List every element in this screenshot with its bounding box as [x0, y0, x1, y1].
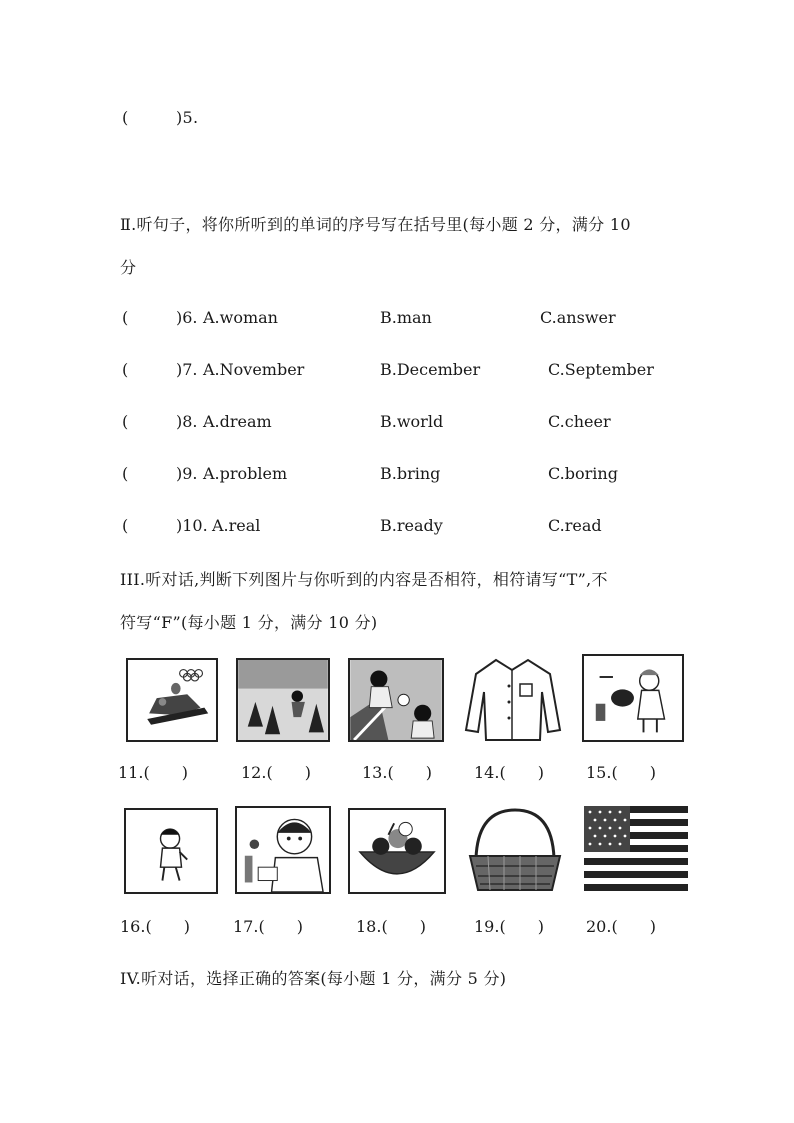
section-2-title-cont: 分: [120, 258, 137, 277]
picture-16-boy: [124, 808, 218, 894]
section-3-title-cont: 符写“F”(每小题 1 分，满分 10 分): [120, 613, 378, 632]
picture-label-20[interactable]: 20.( ): [586, 917, 656, 936]
question-number: )10.: [176, 516, 208, 535]
section-3-title: III.听对话,判断下列图片与你听到的内容是否相符，相符请写“T”,不: [120, 570, 608, 589]
question-number: )7.: [176, 360, 198, 379]
picture-18-fruit-bowl: [348, 808, 446, 894]
answer-paren[interactable]: (: [122, 464, 129, 483]
picture-label-13[interactable]: 13.( ): [362, 763, 432, 782]
option-c: C.read: [548, 516, 602, 535]
option-a: A.November: [203, 360, 305, 379]
answer-paren[interactable]: (: [122, 412, 129, 431]
answer-paren[interactable]: (: [122, 360, 129, 379]
question-number: )9.: [176, 464, 198, 483]
option-b: B.ready: [380, 516, 443, 535]
picture-label-11[interactable]: 11.( ): [118, 763, 188, 782]
option-a: A.problem: [203, 464, 288, 483]
option-c: C.cheer: [548, 412, 611, 431]
answer-paren-5: (: [122, 108, 129, 127]
option-b: B.man: [380, 308, 432, 327]
option-a: A.woman: [203, 308, 278, 327]
picture-20-american-flag: [584, 806, 688, 894]
question-number-5: )5.: [176, 108, 199, 127]
option-c: C.boring: [548, 464, 618, 483]
option-a: A.real: [212, 516, 261, 535]
picture-17-boy-with-flower: [235, 806, 331, 894]
picture-label-19[interactable]: 19.( ): [474, 917, 544, 936]
option-c: C.September: [548, 360, 654, 379]
picture-label-12[interactable]: 12.( ): [241, 763, 311, 782]
answer-paren[interactable]: (: [122, 516, 129, 535]
option-b: B.December: [380, 360, 481, 379]
section-4-title: IV.听对话，选择正确的答案(每小题 1 分，满分 5 分): [120, 969, 507, 988]
picture-12-snow-trees: [236, 658, 330, 742]
question-number: )6.: [176, 308, 198, 327]
picture-19-basket: [464, 806, 566, 894]
option-a: A.dream: [203, 412, 272, 431]
section-2-title: Ⅱ.听句子，将你所听到的单词的序号写在括号里(每小题 2 分，满分 10: [120, 215, 631, 234]
picture-label-16[interactable]: 16.( ): [120, 917, 190, 936]
picture-label-17[interactable]: 17.( ): [233, 917, 303, 936]
picture-11-olympics: [126, 658, 218, 742]
answer-paren[interactable]: (: [122, 308, 129, 327]
picture-label-14[interactable]: 14.( ): [474, 763, 544, 782]
picture-15-girl-with-pet: [582, 654, 684, 742]
option-c: C.answer: [540, 308, 616, 327]
picture-14-shirt: [462, 656, 564, 742]
picture-label-15[interactable]: 15.( ): [586, 763, 656, 782]
option-b: B.world: [380, 412, 444, 431]
picture-label-18[interactable]: 18.( ): [356, 917, 426, 936]
option-b: B.bring: [380, 464, 441, 483]
question-number: )8.: [176, 412, 198, 431]
picture-13-children-ball: [348, 658, 444, 742]
